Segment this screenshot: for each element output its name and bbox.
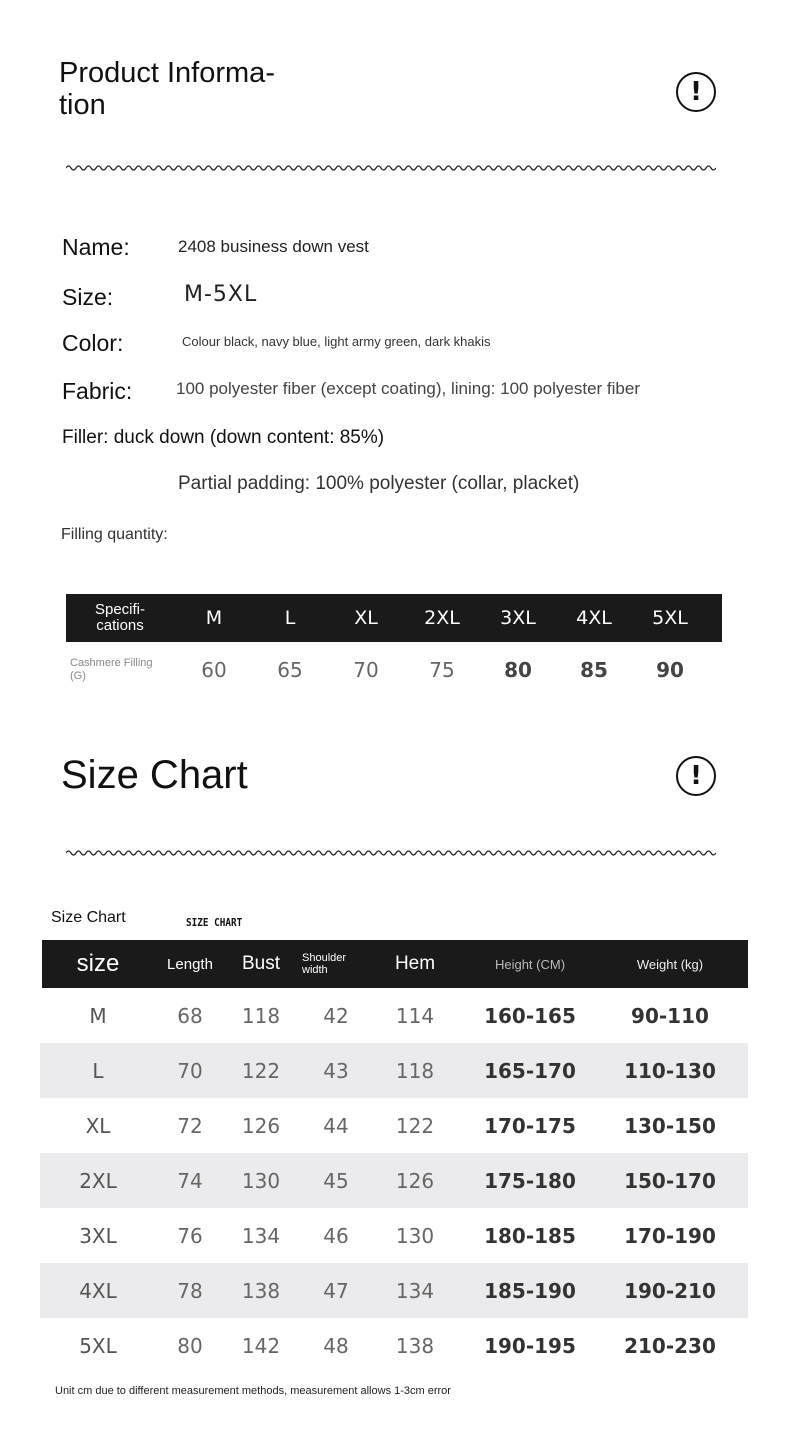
measurement-cell: 126 (241, 1113, 281, 1138)
size-header-cell: Bust (241, 953, 281, 974)
measurement-cell: 138 (395, 1333, 435, 1358)
measurement-cell: 78 (177, 1278, 203, 1303)
table-row (40, 1153, 748, 1208)
exclamation-circle-icon: ! (676, 756, 716, 796)
size-header-cell: Shoulder width (302, 952, 347, 976)
filling-header-size: 4XL (576, 607, 612, 629)
filling-value: 70 (353, 658, 379, 682)
measurement-cell: 130-150 (624, 1113, 716, 1138)
filling-header-size: 2XL (424, 607, 460, 629)
measurement-cell: 46 (323, 1223, 349, 1248)
measurement-cell: 138 (241, 1278, 281, 1303)
filling-header-size: M (205, 607, 223, 629)
size-cell: M (89, 1003, 107, 1028)
size-cell: XL (85, 1113, 111, 1138)
size-chart-footnote: Unit cm due to different measurement methods, measurement allows 1-3cm error (55, 1385, 451, 1397)
table-row (40, 1263, 748, 1318)
measurement-cell: 80 (177, 1333, 203, 1358)
filling-value: 80 (504, 658, 532, 682)
wavy-divider (66, 163, 716, 173)
measurement-cell: 72 (177, 1113, 203, 1138)
table-row (40, 1043, 748, 1098)
measurement-cell: 68 (177, 1003, 203, 1028)
measurement-cell: 160-165 (484, 1003, 576, 1028)
size-header-cell: Weight (kg) (636, 956, 704, 972)
measurement-cell: 118 (395, 1058, 435, 1083)
measurement-cell: 90-110 (631, 1003, 709, 1028)
size-header-cell: Hem (394, 953, 436, 974)
measurement-cell: 45 (323, 1168, 349, 1193)
measurement-cell: 165-170 (484, 1058, 576, 1083)
fabric-value: 100 polyester fiber (except coating), lining: 100 polyester fiber (176, 379, 640, 398)
measurement-cell: 43 (323, 1058, 349, 1083)
measurement-cell: 170-190 (624, 1223, 716, 1248)
measurement-cell: 170-175 (484, 1113, 576, 1138)
filling-table (66, 594, 722, 698)
size-value: M-5XL (184, 282, 258, 307)
filling-header-size: XL (354, 607, 378, 629)
product-info-title: Product Informa- tion (59, 57, 275, 121)
filling-header-size: 5XL (652, 607, 688, 629)
size-cell: 4XL (79, 1278, 117, 1303)
measurement-cell: 74 (177, 1168, 203, 1193)
measurement-cell: 150-170 (624, 1168, 716, 1193)
measurement-cell: 76 (177, 1223, 203, 1248)
measurement-cell: 42 (323, 1003, 349, 1028)
color-value: Colour black, navy blue, light army green, dark khakis (182, 334, 491, 349)
measurement-cell: 130 (395, 1223, 435, 1248)
measurement-cell: 110-130 (624, 1058, 716, 1083)
color-label: Color: (62, 330, 124, 356)
measurement-cell: 118 (241, 1003, 281, 1028)
size-header-cell: Length (167, 955, 213, 973)
size-chart-caption: Size Chart (51, 909, 126, 926)
measurement-cell: 130 (241, 1168, 281, 1193)
spec-header-label: Specifi- cations (94, 601, 146, 634)
table-row (40, 1098, 748, 1153)
filling-value: 60 (201, 658, 227, 682)
measurement-cell: 142 (241, 1333, 281, 1358)
filling-value: 90 (656, 658, 684, 682)
size-header-cell: size (76, 950, 120, 977)
fabric-label: Fabric: (62, 378, 133, 404)
table-row (40, 988, 748, 1043)
table-row (40, 1208, 748, 1263)
cashmere-filling-label: Cashmere Filling (G) (70, 657, 153, 682)
filler-text: Filler: duck down (down content: 85%) (62, 427, 385, 448)
size-label: Size: (62, 284, 114, 310)
filling-table-row (66, 642, 722, 698)
measurement-cell: 47 (323, 1278, 349, 1303)
size-cell: 2XL (79, 1168, 117, 1193)
measurement-cell: 210-230 (624, 1333, 716, 1358)
measurement-cell: 126 (395, 1168, 435, 1193)
measurement-cell: 185-190 (484, 1278, 576, 1303)
size-chart-title: Size Chart (61, 753, 248, 797)
measurement-cell: 180-185 (484, 1223, 576, 1248)
size-cell: L (92, 1058, 104, 1083)
measurement-cell: 114 (395, 1003, 435, 1028)
wavy-divider (66, 848, 716, 858)
filling-value: 75 (429, 658, 455, 682)
table-row (40, 1318, 748, 1373)
measurement-cell: 70 (177, 1058, 203, 1083)
filling-value: 85 (580, 658, 608, 682)
size-table (40, 940, 748, 1373)
filling-table-header (66, 594, 722, 642)
exclamation-circle-icon: ! (676, 72, 716, 112)
measurement-cell: 122 (241, 1058, 281, 1083)
measurement-cell: 175-180 (484, 1168, 576, 1193)
filling-header-size: L (284, 607, 296, 629)
size-header-cell: Height (CM) (494, 956, 566, 972)
measurement-cell: 44 (323, 1113, 349, 1138)
name-value: 2408 business down vest (178, 237, 369, 256)
filling-value: 65 (277, 658, 303, 682)
measurement-cell: 122 (395, 1113, 435, 1138)
measurement-cell: 48 (323, 1333, 349, 1358)
size-cell: 5XL (79, 1333, 117, 1358)
size-table-header (42, 940, 748, 988)
measurement-cell: 134 (241, 1223, 281, 1248)
filling-header-size: 3XL (500, 607, 536, 629)
measurement-cell: 190-210 (624, 1278, 716, 1303)
measurement-cell: 134 (395, 1278, 435, 1303)
name-label: Name: (62, 234, 130, 260)
size-chart-stamp: SIZE CHART (186, 916, 243, 929)
size-cell: 3XL (79, 1223, 117, 1248)
filling-quantity-label: Filling quantity: (61, 526, 168, 543)
partial-padding-text: Partial padding: 100% polyester (collar, placket) (178, 473, 580, 494)
measurement-cell: 190-195 (484, 1333, 576, 1358)
